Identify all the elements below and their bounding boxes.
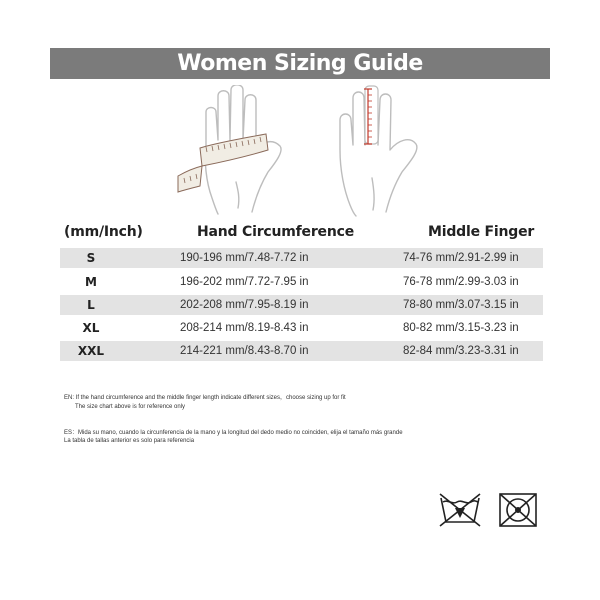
note-es-line1: ES：Mida su mano, cuando la circunferencia de la mano y la longitud del dedo medio no coinciden, elija el tamaño más grande — [64, 430, 403, 436]
hand-circumference-header: Hand Circumference — [197, 224, 355, 240]
table-row — [60, 272, 543, 292]
hand-measurement-illustration — [0, 85, 600, 220]
finger-value: 82-84 mm/3.23-3.31 in — [403, 345, 519, 357]
finger-value: 76-78 mm/2.99-3.03 in — [403, 276, 519, 288]
table-row — [60, 318, 543, 338]
size-label: XXL — [77, 344, 105, 358]
table-row — [60, 341, 543, 361]
palm-tape-icon — [178, 134, 268, 192]
do-not-tumble-dry-icon — [500, 494, 536, 526]
note-en-line1: EN: If the hand circumference and the middle finger length indicate different sizes，choose sizing up for fit — [64, 395, 346, 401]
size-label: XL — [82, 321, 100, 335]
finger-value: 78-80 mm/3.07-3.15 in — [403, 299, 519, 311]
note-en-line2: The size chart above is for reference only — [75, 404, 186, 410]
table-row — [60, 248, 543, 268]
middle-finger-ruler-icon — [364, 86, 378, 144]
hand-value: 196-202 mm/7.72-7.95 in — [180, 276, 309, 288]
page-title: Women Sizing Guide — [50, 48, 550, 79]
unit-header: (mm/Inch) — [64, 224, 143, 240]
do-not-wash-icon — [440, 494, 480, 526]
finger-value: 80-82 mm/3.15-3.23 in — [403, 322, 519, 334]
size-label: S — [86, 251, 96, 265]
care-icons — [438, 490, 548, 530]
size-label: L — [87, 298, 95, 312]
hand-value: 208-214 mm/8.19-8.43 in — [180, 322, 309, 334]
hand-value: 202-208 mm/7.95-8.19 in — [180, 299, 309, 311]
finger-value: 74-76 mm/2.91-2.99 in — [403, 252, 519, 264]
hand-value: 190-196 mm/7.48-7.72 in — [180, 252, 309, 264]
table-row — [60, 295, 543, 315]
note-es-line2: La tabla de tallas anterior es solo para referencia — [64, 438, 195, 444]
middle-finger-header: Middle Finger — [428, 224, 535, 240]
hand-value: 214-221 mm/8.43-8.70 in — [180, 345, 309, 357]
size-label: M — [85, 275, 97, 289]
